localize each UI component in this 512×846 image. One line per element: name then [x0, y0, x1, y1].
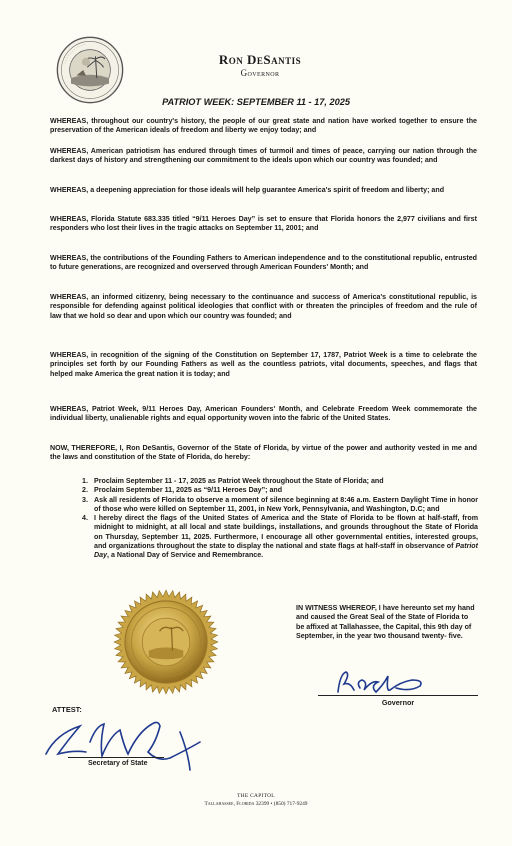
governor-caption: Governor	[381, 698, 415, 707]
governor-signature	[320, 662, 440, 702]
whereas-paragraph: WHEREAS, Florida Statute 683.335 titled “9/11 Heroes Day” is set to ensure that Florida honors the 2,977 civilians and first responders who lost their lives in the tragic attacks on September 11, 2001; and	[50, 215, 477, 233]
now-therefore-paragraph: NOW, THEREFORE, I, Ron DeSantis, Governor of the State of Florida, by virtue of the power and authority vested in me and the laws and constitution of the State of Florida, do hereby:	[50, 444, 477, 462]
proclamation-list	[82, 477, 478, 561]
attest-label: ATTEST:	[52, 705, 82, 714]
whereas-paragraph: WHEREAS, American patriotism has endured through times of turmoil and times of peace, carrying our nation through the darkest days of history and strengthening our commitment to the ideals upon which our country was founded; and	[50, 147, 477, 165]
whereas-paragraph: WHEREAS, a deepening appreciation for those ideals will help guarantee America's spirit of freedom and liberty; and	[50, 186, 445, 194]
footer-address-title: THE CAPITOL	[237, 793, 275, 799]
list-item: 1. Proclaim September 11 - 17, 2025 as Patriot Week throughout the State of Florida; and	[82, 477, 384, 485]
great-seal-icon	[56, 36, 124, 104]
whereas-paragraph: WHEREAS, in recognition of the signing of the Constitution on September 17, 1787, Patriot Week is a time to celebrate the principles set forth by our Founding Fathers as well as the countless patriots, vital documents, speeches, and flags that helped make America the great nation it is today; and	[50, 351, 477, 378]
footer-address: Tallahassee, Florida 32399 • (850) 717-9249	[204, 801, 308, 807]
whereas-paragraph: WHEREAS, throughout our country's history, the people of our great state and nation have worked together to ensure the preservation of the American ideals of freedom and liberty we enjoy today; and	[50, 117, 477, 135]
governor-title: Governor	[240, 68, 280, 78]
whereas-paragraph: WHEREAS, Patriot Week, 9/11 Heroes Day, American Founders' Month, and Celebrate Freedom Week commemorate the individual liberty, unalienable rights and equal opportunity woven into the fabric of the United States.	[50, 405, 477, 423]
svg-text:· · · · · · · · · · ·: · · · · · · · · · · ·	[62, 42, 86, 65]
witness-statement: IN WITNESS WHEREOF, I have hereunto set my hand and caused the Great Seal of the State of Florida to be affixed at Tallahassee, the Capital, this 9th day of September, in the year two thousand twenty- five.	[296, 604, 475, 640]
secretary-caption: Secretary of State	[88, 760, 148, 767]
governor-signature-line	[318, 695, 478, 696]
list-item: 4. I hereby direct the flags of the United States of America and the State of Florida to be flown at half-staff, from midnight to midnight, at all local and state buildings, installations, and grounds throughout the State of Florida on Thursday, September 11, 2025. Furthermore, I encourage all other governmental entities, interested groups, and organizations throughout the state to display the national and state flags at half-staff in observance of Patriot Day, a National Day of Service and Remembrance.	[82, 514, 478, 560]
secretary-signature-line	[68, 757, 164, 758]
list-item: 3. Ask all residents of Florida to observe a moment of silence beginning at 8:46 a.m. Eastern Daylight Time in honor of those who were killed on September 11, 2001, in New York, Pennsylvania, and Washington, D.C; and	[82, 495, 478, 513]
whereas-paragraph: WHEREAS, an informed citizenry, being necessary to the continuance and success of America's constitutional republic, is responsible for defending against political ideologies that conflict with or threaten the principles of freedom and the rule of law that we hold so dear and upon which our country was founded; and	[50, 293, 477, 320]
proclamation-title: PATRIOT WEEK: SEPTEMBER 11 - 17, 2025	[162, 97, 350, 107]
list-item: 2. Proclaim September 11, 2025 as “9/11 Heroes Day”; and	[82, 486, 283, 495]
whereas-paragraph: WHEREAS, the contributions of the Founding Fathers to American independence and to the constitutional republic, entrusted to future generations, are recognized and overserved through American Founders' Month; and	[50, 254, 477, 272]
gold-seal-icon	[112, 588, 220, 696]
governor-name: Ron DeSantis	[218, 52, 302, 67]
